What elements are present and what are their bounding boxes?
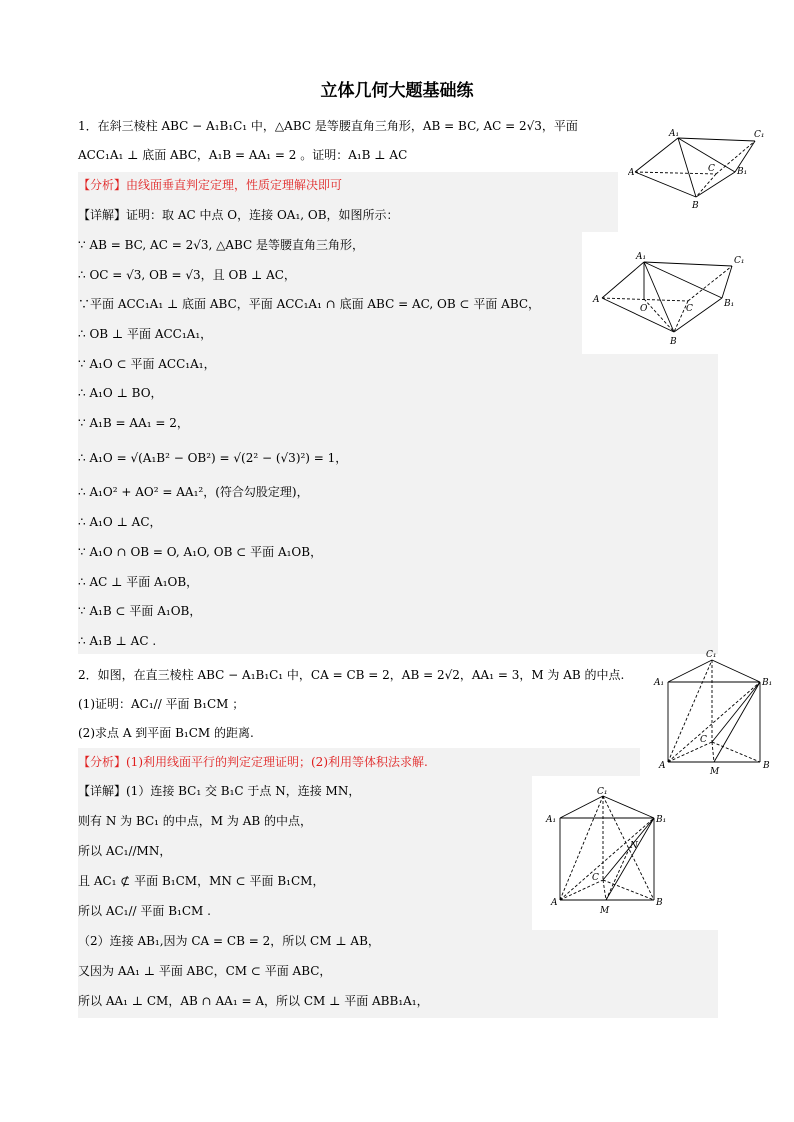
p2-step-1: 【详解】(1）连接 BC₁ 交 B₁C 于点 N，连接 MN， — [78, 784, 361, 798]
fig2-label-b: B — [670, 337, 677, 347]
p1-step-11: ∵ A₁O ∩ OB = O, A₁O, OB ⊂ 平面 A₁OB， — [78, 545, 323, 559]
fig2-label-c: C — [686, 304, 693, 314]
page-title: 立体几何大题基础练 — [320, 81, 474, 101]
p1-detail-text: 【详解】证明：取 AC 中点 O，连接 OA₁, OB，如图所示： — [78, 208, 399, 222]
fig3-label-a1: A₁ — [654, 678, 665, 688]
fig4-label-n: N — [630, 841, 638, 851]
fig4-label-a: A — [551, 898, 558, 908]
p2-step-6: （2）连接 AB₁,因为 CA = CB = 2，所以 CM ⊥ AB， — [78, 934, 380, 948]
p1-step-2: ∴ OC = √3, OB = √3，且 OB ⊥ AC， — [78, 268, 296, 282]
p2-step-4: 且 AC₁ ⊄ 平面 B₁CM，MN ⊂ 平面 B₁CM， — [78, 874, 325, 888]
fig3-label-c: C — [700, 735, 707, 745]
fig4-label-m: M — [600, 906, 610, 916]
figure-1-oblique-prism — [628, 124, 768, 210]
p1-step-7: ∵ A₁B = AA₁ = 2， — [78, 416, 189, 430]
p2-stem-line1: 2．如图，在直三棱柱 ABC − A₁B₁C₁ 中，CA = CB = 2，AB = 2√2，AA₁ = 3，M 为 AB 的中点. — [78, 668, 625, 682]
fig3-label-a: A — [659, 761, 666, 771]
fig3-label-b: B — [763, 761, 770, 771]
figure-2-oblique-prism-with-o — [582, 246, 752, 350]
p1-step-13: ∵ A₁B ⊂ 平面 A₁OB， — [78, 604, 202, 618]
fig2-label-b1: B₁ — [724, 299, 735, 309]
p1-analysis: 【分析】由线面垂直判定定理，性质定理解决即可 — [78, 178, 343, 192]
p1-step-6: ∴ A₁O ⊥ BO， — [78, 386, 163, 400]
figure-4-right-prism-with-n — [540, 782, 676, 918]
fig1-label-b: B — [692, 201, 699, 210]
p1-step-1: ∵ AB = BC, AC = 2√3, △ABC 是等腰直角三角形， — [78, 238, 365, 252]
fig2-label-a1: A₁ — [636, 252, 647, 262]
fig1-label-a1: A₁ — [669, 129, 680, 139]
fig4-label-b: B — [656, 898, 663, 908]
fig1-label-a: A — [628, 168, 635, 178]
p1-stem-line2: ACC₁A₁ ⊥ 底面 ABC，A₁B = AA₁ = 2 。证明：A₁B ⊥ AC — [78, 148, 408, 162]
p1-stem-line1: 1．在斜三棱柱 ABC − A₁B₁C₁ 中，△ABC 是等腰直角三角形，AB = BC, AC = 2√3，平面 — [78, 119, 578, 133]
p2-step-7: 又因为 AA₁ ⊥ 平面 ABC，CM ⊂ 平面 ABC， — [78, 964, 332, 978]
p2-step-3: 所以 AC₁//MN， — [78, 844, 172, 858]
fig4-label-c: C — [592, 873, 599, 883]
p2-step-2: 则有 N 为 BC₁ 的中点，M 为 AB 的中点， — [78, 814, 313, 828]
fig4-label-c1: C₁ — [597, 787, 608, 797]
p1-step-14: ∴ A₁B ⊥ AC . — [78, 634, 157, 648]
fig1-label-c1: C₁ — [754, 130, 765, 140]
p1-step-3: ∵平面 ACC₁A₁ ⊥ 底面 ABC，平面 ACC₁A₁ ∩ 底面 ABC = AC, OB ⊂ 平面 ABC， — [78, 297, 541, 311]
p1-step-4: ∴ OB ⊥ 平面 ACC₁A₁， — [78, 327, 213, 341]
p2-step-8: 所以 AA₁ ⊥ CM，AB ∩ AA₁ = A，所以 CM ⊥ 平面 ABB₁A₁， — [78, 994, 429, 1008]
p1-step-12: ∴ AC ⊥ 平面 A₁OB， — [78, 575, 199, 589]
p2-question-2: (2)求点 A 到平面 B₁CM 的距离. — [78, 726, 254, 740]
fig3-label-m: M — [710, 767, 720, 776]
fig2-label-a: A — [593, 295, 600, 305]
fig4-label-a1: A₁ — [546, 815, 557, 825]
fig4-label-b1: B₁ — [656, 815, 667, 825]
p2-analysis: 【分析】(1)利用线面平行的判定定理证明；(2)利用等体积法求解. — [78, 755, 428, 769]
p1-step-9: ∴ A₁O² + AO² = AA₁²，(符合勾股定理)， — [78, 485, 309, 499]
fig3-label-b1: B₁ — [762, 678, 773, 688]
fig1-label-b1: B₁ — [737, 167, 748, 177]
fig3-label-c1: C₁ — [706, 650, 717, 660]
p1-step-10: ∴ A₁O ⊥ AC， — [78, 515, 162, 529]
p2-question-1: (1)证明：AC₁// 平面 B₁CM ； — [78, 697, 245, 711]
p1-step-5: ∵ A₁O ⊂ 平面 ACC₁A₁， — [78, 357, 216, 371]
p1-step-8: ∴ A₁O = √(A₁B² − OB²) = √(2² − (√3)²) = 1， — [78, 451, 348, 465]
fig2-label-c1: C₁ — [734, 256, 745, 266]
fig1-label-c: C — [708, 164, 715, 174]
p2-step-5: 所以 AC₁// 平面 B₁CM . — [78, 904, 211, 918]
fig2-label-o: O — [640, 304, 648, 314]
p1-detail-intro — [78, 206, 399, 224]
figure-3-right-prism — [642, 644, 778, 776]
